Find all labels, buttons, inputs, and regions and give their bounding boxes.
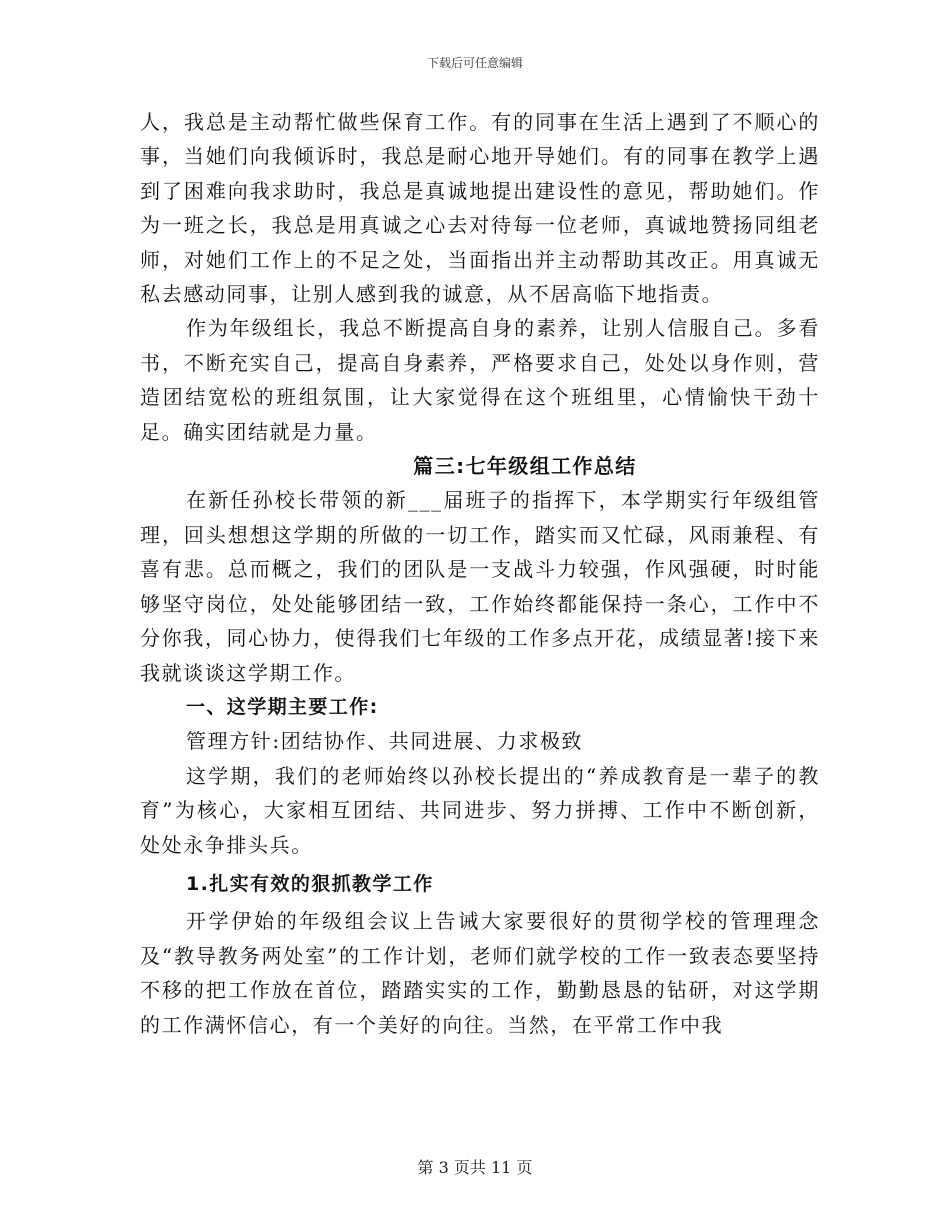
page-footer: 第 3 页共 11 页 [417, 1158, 533, 1177]
paragraph-2: 作为年级组长，我总不断提高自身的素养，让别人信服自己。多看书，不断充实自己，提高自身素养，严格要求自己，处处以身作则，营造团结宽松的班组氛围，让大家觉得在这个班组里，心情愉快干劲十足。确实团结就是力量。 [140, 316, 820, 444]
document-body [140, 105, 820, 1042]
heading-2: 1.扎实有效的狠抓教学工作 [186, 872, 434, 895]
paragraph-5: 这学期，我们的老师始终以孙校长提出的“养成教育是一辈子的教育”为核心，大家相互团结、共同进步、努力拼搏、工作中不断创新，处处永争排头兵。 [140, 763, 820, 857]
paragraph-1: 人，我总是主动帮忙做些保育工作。有的同事在生活上遇到了不顺心的事，当她们向我倾诉时，我总是耐心地开导她们。有的同事在教学上遇到了困难向我求助时，我总是真诚地提出建设性的意见，帮助她们。作为一班之长，我总是用真诚之心去对待每一位老师，真诚地赞扬同组老师，对她们工作上的不足之处，当面指出并主动帮助其改正。用真诚无私去感动同事，让别人感到我的诚意，从不居高临下地指责。 [140, 110, 820, 307]
paragraph-4: 管理方针:团结协作、共同进展、力求极致 [186, 729, 584, 754]
paragraph-6: 开学伊始的年级组会议上告诫大家要很好的贯彻学校的管理理念及“教导教务两处室”的工作计划，老师们就学校的工作一致表态要坚持不移的把工作放在首位，踏踏实实的工作，勤勤恳恳的钻研，对这学期的工作满怀信心，有一个美好的向往。当然，在平常工作中我 [140, 909, 820, 1037]
header-note: 下载后可任意编辑 [426, 56, 523, 70]
heading-1: 一、这学期主要工作: [186, 695, 379, 718]
section-title: 篇三:七年级组工作总结 [413, 454, 637, 479]
paragraph-3: 在新任孙校长带领的新___届班子的指挥下，本学期实行年级组管理，回头想想这学期的所做的一切工作，踏实而又忙碌，风雨兼程、有喜有悲。总而概之，我们的团队是一支战斗力较强，作风强硬，时时能够坚守岗位，处处能够团结一致，工作始终都能保持一条心，工作中不分你我，同心协力，使得我们七年级的工作多点开花，成绩显著!接下来我就谈谈这学期工作。 [140, 488, 820, 685]
